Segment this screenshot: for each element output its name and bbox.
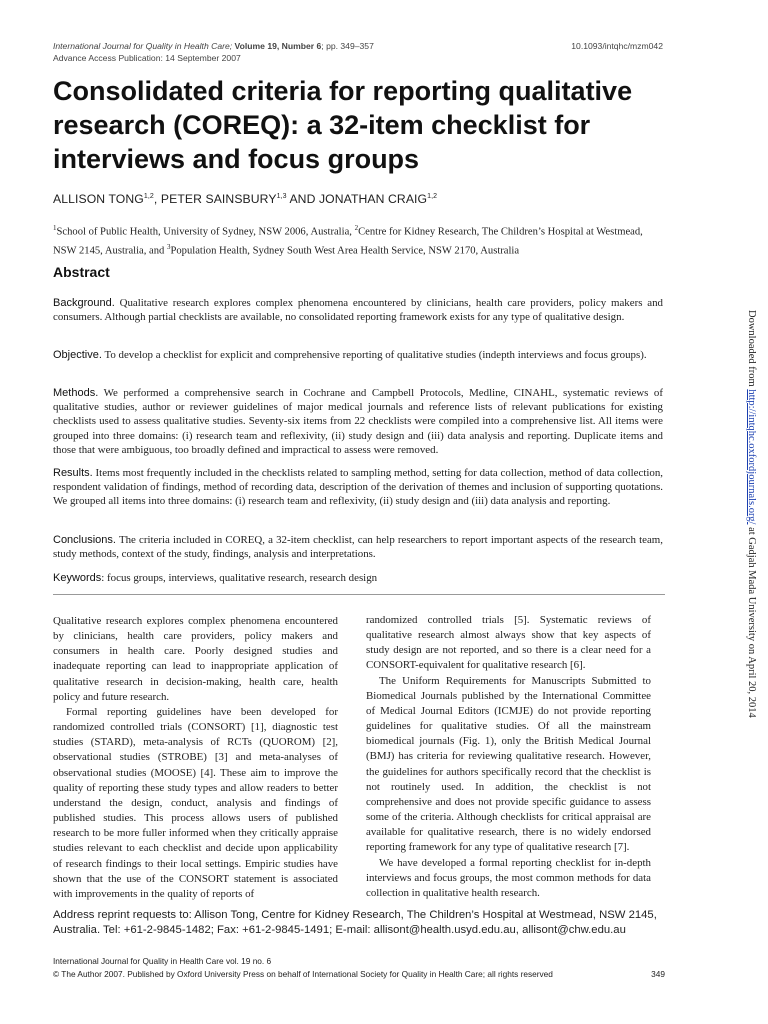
abstract-heading: Abstract [53, 264, 110, 280]
journal-name: International Journal for Quality in Health Care; [53, 41, 233, 51]
section-label: Conclusions. [53, 534, 116, 546]
page-range: ; pp. 349–357 [321, 41, 374, 51]
body-paragraph: randomized controlled trials [5]. Systematic reviews of qualitative research almost always show that key aspects of study design are not reported, and so there is a clear need for a CONSORT-equivalent for qualitative research [6]. [366, 614, 651, 672]
watermark-suffix: at Gadjah Mada University on April 20, 2014 [746, 524, 757, 718]
section-text: The criteria included in COREQ, a 32-item checklist, can help researchers to report important aspects of the research team, study methods, context of the study, findings, analysis and interpretations. [53, 534, 663, 561]
page-footer [53, 955, 665, 981]
body-column-right [366, 613, 651, 901]
author-name: JONATHAN CRAIG [318, 192, 428, 206]
abstract-background [53, 296, 663, 324]
section-text: Items most frequently included in the checklists related to sampling method, setting for data collection, method of data collection, respondent validation of findings, method of recording data, description of the derivation of themes and inclusion of supporting quotations. We grouped all items into three domains: (i) research team and reflexivity, (ii) study design and (iii) data analysis and reporting. [53, 467, 663, 508]
author-separator: AND [286, 192, 319, 206]
article-title: Consolidated criteria for reporting qualitative research (COREQ): a 32-item checklist for interviews and focus groups [53, 76, 633, 174]
author-name: PETER SAINSBURY [160, 192, 277, 206]
doi: 10.1093/intqhc/mzm042 [571, 41, 663, 51]
abstract-conclusions [53, 533, 663, 561]
body-paragraph: The Uniform Requirements for Manuscripts Submitted to Biomedical Journals published by the International Committee of Medical Journal Editors (ICMJE) do not provide reporting guidelines for qualitative studies. Of all the mainstream biomedical journals (Fig. 1), only the British Medical Journal (BMJ) has criteria for reviewing qualitative research. However, the guidelines for authors specifically record that the checklist is not routinely used. In addition, the checklist is not comprehensive and does not provide specific guidance to assess some of the criteria. Although checklists for critical appraisal are available for qualitative research, there is no widely endorsed reporting framework for any type of qualitative research [7]. [366, 674, 651, 854]
abstract-objective [53, 348, 663, 362]
section-label: Background. [53, 297, 115, 309]
section-text: : focus groups, interviews, qualitative research, research design [101, 572, 378, 584]
body-paragraph: Formal reporting guidelines have been developed for randomized controlled trials (CONSORT) [1], diagnostic test studies (STARD), meta-analysis of RCTs (QUOROM) [2], observational studies (STROBE) [3] and meta-analyses of observational studies (MOOSE) [4]. These aim to improve the quality of reporting these study types and allow readers to better understand the design, conduct, analysis and findings of published studies. This process allows users of published research to be more fuller informed when they critically appraise studies relevant to each checklist and decide upon applicability of research findings to their local settings. Empiric studies have shown that the use of the CONSORT statement is associated with improvements in the quality of reports of [53, 705, 338, 900]
download-watermark [746, 310, 764, 730]
author-affiliation-marker: 1,2 [143, 192, 154, 200]
section-label: Results. [53, 467, 93, 479]
affiliation-marker: 3 [166, 242, 171, 251]
author-affiliation-marker: 1,3 [276, 192, 287, 200]
section-label: Objective. [53, 349, 102, 361]
author-list [53, 192, 437, 206]
affiliation-marker: 1 [53, 224, 57, 232]
watermark-prefix: Downloaded from [746, 310, 757, 390]
author-separator: , [153, 192, 161, 206]
journal-link[interactable]: http://intqhc.oxfordjournals.org/ [746, 389, 757, 525]
abstract-divider [53, 594, 665, 595]
affiliation-text: School of Public Health, University of Sydney, NSW 2006, Australia, [56, 226, 355, 238]
affiliation-marker: 2 [354, 224, 359, 232]
author-name: ALLISON TONG [53, 192, 144, 206]
section-label: Methods. [53, 387, 99, 399]
affiliation-text: Population Health, Sydney South West Area Health Service, NSW 2170, Australia [170, 245, 520, 257]
section-text: We performed a comprehensive search in Cochrane and Campbell Protocols, Medline, CINAHL, systematic reviews of qualitative studies, author or reviewer guidelines of major medical journals and reference lists of relevant publications for existing checklists used to assess qualitative studies. Seventy-six items from 22 checklists were compiled into a comprehensive list. All items were grouped into three domains: (i) research team and reflexivity, (ii) study design and (iii) data analysis and reporting. Duplicate items and those that were ambiguous, too broadly defined and impractical to assess were removed. [53, 387, 663, 456]
advance-access-date: Advance Access Publication: 14 September 2007 [53, 53, 241, 63]
abstract-keywords [53, 571, 663, 585]
body-paragraph: Qualitative research explores complex phenomena encountered by clinicians, health care providers, policy makers and consumers in health care. Poorly designed studies and inadequate reporting can lead to inappropriate application of qualitative research in decision-making, health care, health policy and future research. [53, 615, 338, 703]
footer-journal: International Journal for Quality in Health Care vol. 19 no. 6 [53, 956, 272, 966]
body-column-left [53, 614, 338, 902]
section-text: Qualitative research explores complex phenomena encountered by clinicians, health care providers, policy makers and consumers. Although partial checklists are available, no consolidated reporting framework exists for any type of qualitative design. [53, 297, 663, 324]
section-text: To develop a checklist for explicit and comprehensive reporting of qualitative studies (indepth interviews and focus groups). [101, 349, 647, 361]
affiliations [53, 221, 665, 258]
page-number: 349 [651, 969, 665, 979]
author-affiliation-marker: 1,2 [427, 192, 438, 200]
body-paragraph: We have developed a formal reporting checklist for in-depth interviews and focus groups, the most common methods for data collection in qualitative health research. [366, 856, 651, 899]
running-header [53, 40, 663, 64]
copyright-notice: © The Author 2007. Published by Oxford University Press on behalf of International Society for Quality in Health Care; all rights reserved [53, 969, 553, 979]
abstract-results [53, 466, 663, 509]
section-label: Keywords [53, 572, 102, 584]
abstract-methods [53, 386, 663, 457]
reprint-address: Address reprint requests to: Allison Tong, Centre for Kidney Research, The Children’s Hospital at Westmead, NSW 2145, Australia. Tel: +61-2-9845-1482; Fax: +61-2-9845-1491; E-mail: allisont@health.usyd.edu.au, allisont@chw.edu.au [53, 909, 657, 936]
volume-number: Volume 19, Number 6 [234, 41, 322, 51]
affiliation-text: Centre for Kidney Research, The Children’s Hospital at Westmead, NSW 2145, Australia, and [53, 226, 643, 257]
